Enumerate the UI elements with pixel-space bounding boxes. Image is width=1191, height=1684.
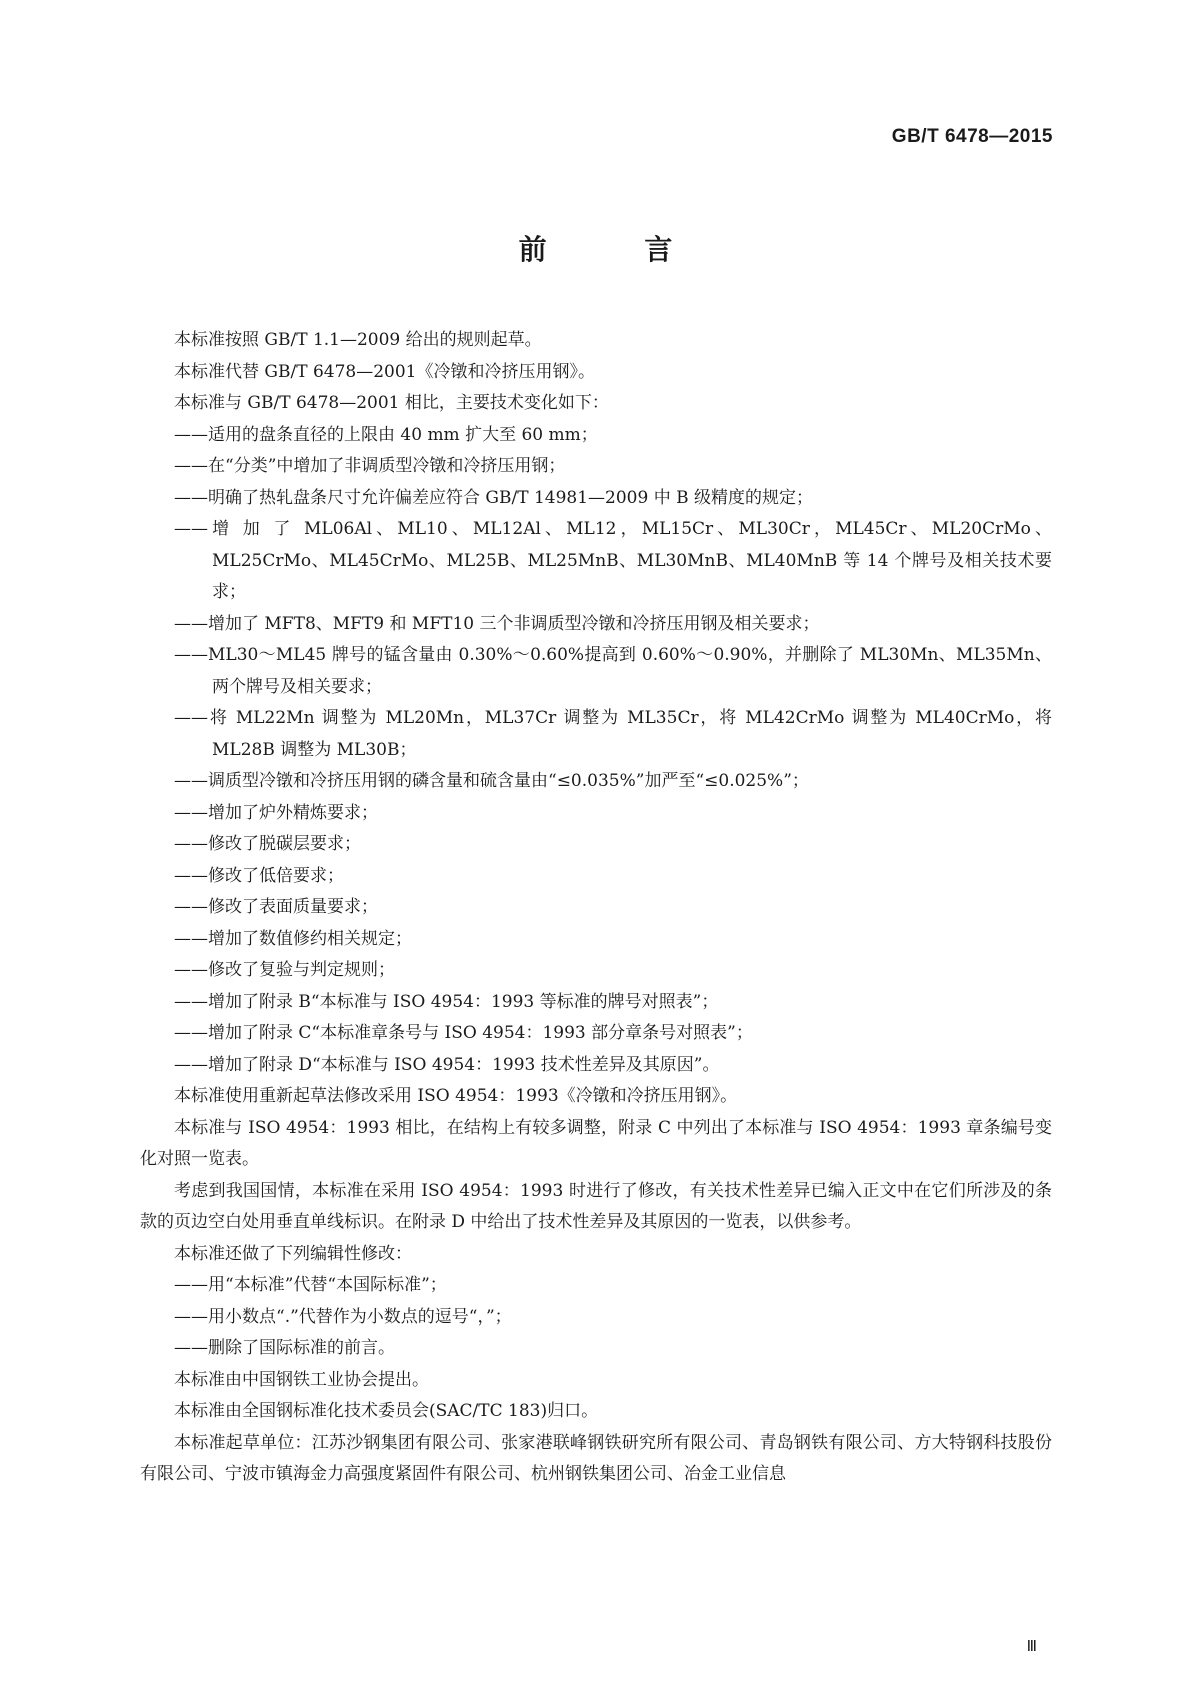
paragraph: 本标准使用重新起草法修改采用 ISO 4954：1993《冷镦和冷挤压用钢》。 xyxy=(174,1086,738,1106)
list-item: ——修改了表面质量要求； xyxy=(174,897,378,917)
list-item: ——增加了 MFT8、MFT9 和 MFT10 三个非调质型冷镦和冷挤压用钢及相关要求； xyxy=(174,613,820,634)
list-item: ——修改了低倍要求； xyxy=(174,865,344,886)
page-number: Ⅲ xyxy=(1026,1639,1037,1655)
list-item: ——在“分类”中增加了非调质型冷镦和冷挤压用钢； xyxy=(174,456,566,476)
standard-code: GB/T 6478—2015 xyxy=(891,126,1053,147)
page-title: 前 言 xyxy=(518,233,717,266)
paragraph: 本标准还做了下列编辑性修改： xyxy=(174,1243,412,1264)
list-item: ——增加了炉外精炼要求； xyxy=(174,802,378,823)
list-item: ——增 加 了 ML06Al、ML10、ML12Al、ML12，ML15Cr、ML30Cr，ML45Cr、ML20CrMo、ML25CrMo、ML45CrMo、ML25B、ML25MnB、ML30MnB、ML40MnB 等 14 个牌号及相关技术要求； xyxy=(174,519,1052,602)
paragraph: 本标准由全国钢标准化技术委员会(SAC/TC 183)归口。 xyxy=(174,1401,599,1421)
list-item: ——适用的盘条直径的上限由 40 mm 扩大至 60 mm； xyxy=(174,424,598,445)
list-item: ——明确了热轧盘条尺寸允许偏差应符合 GB/T 14981—2009 中 B 级精度的规定； xyxy=(174,487,813,508)
document-body xyxy=(140,325,1052,1491)
list-item: ——增加了数值修约相关规定； xyxy=(174,928,412,949)
paragraph: 本标准按照 GB/T 1.1—2009 给出的规则起草。 xyxy=(174,330,542,350)
list-item: ——调质型冷镦和冷挤压用钢的磷含量和硫含量由“≤0.035%”加严至“≤0.025%”； xyxy=(174,771,809,791)
paragraph: 考虑到我国国情，本标准在采用 ISO 4954：1993 时进行了修改，有关技术性差异已编入正文中在它们所涉及的条款的页边空白处用垂直单线标识。在附录 D 中给出了技术性差异及其原因的一览表，以供参考。 xyxy=(140,1180,1052,1232)
list-item: ——用“本标准”代替“本国际标准”； xyxy=(174,1275,447,1295)
paragraph: 本标准与 ISO 4954：1993 相比，在结构上有较多调整，附录 C 中列出了本标准与 ISO 4954：1993 章条编号变化对照一览表。 xyxy=(140,1117,1052,1169)
paragraph: 本标准起草单位：江苏沙钢集团有限公司、张家港联峰钢铁研究所有限公司、青岛钢铁有限公司、方大特钢科技股份有限公司、宁波市镇海金力高强度紧固件有限公司、杭州钢铁集团公司、冶金工业信息 xyxy=(140,1432,1052,1484)
list-item: ——修改了复验与判定规则； xyxy=(174,960,395,980)
list-item: ——将 ML22Mn 调整为 ML20Mn，ML37Cr 调整为 ML35Cr，将 ML42CrMo 调整为 ML40CrMo，将 ML28B 调整为 ML30B； xyxy=(174,708,1052,760)
list-item: ——用小数点“.”代替作为小数点的逗号“，”； xyxy=(174,1306,512,1327)
list-item: ——增加了附录 B“本标准与 ISO 4954：1993 等标准的牌号对照表”； xyxy=(174,991,719,1012)
list-item: ——增加了附录 D“本标准与 ISO 4954：1993 技术性差异及其原因”。 xyxy=(174,1054,720,1075)
paragraph: 本标准与 GB/T 6478—2001 相比，主要技术变化如下： xyxy=(174,393,609,413)
list-item: ——增加了附录 C“本标准章条号与 ISO 4954：1993 部分章条号对照表”； xyxy=(174,1023,753,1043)
list-item: ——修改了脱碳层要求； xyxy=(174,834,361,854)
paragraph: 本标准由中国钢铁工业协会提出。 xyxy=(174,1369,429,1390)
list-item: ——ML30～ML45 牌号的锰含量由 0.30%～0.60%提高到 0.60%～0.90%，并删除了 ML30Mn、ML35Mn、两个牌号及相关要求； xyxy=(174,645,1052,697)
paragraph: 本标准代替 GB/T 6478—2001《冷镦和冷挤压用钢》。 xyxy=(174,361,595,382)
list-item: ——删除了国际标准的前言。 xyxy=(174,1338,395,1358)
